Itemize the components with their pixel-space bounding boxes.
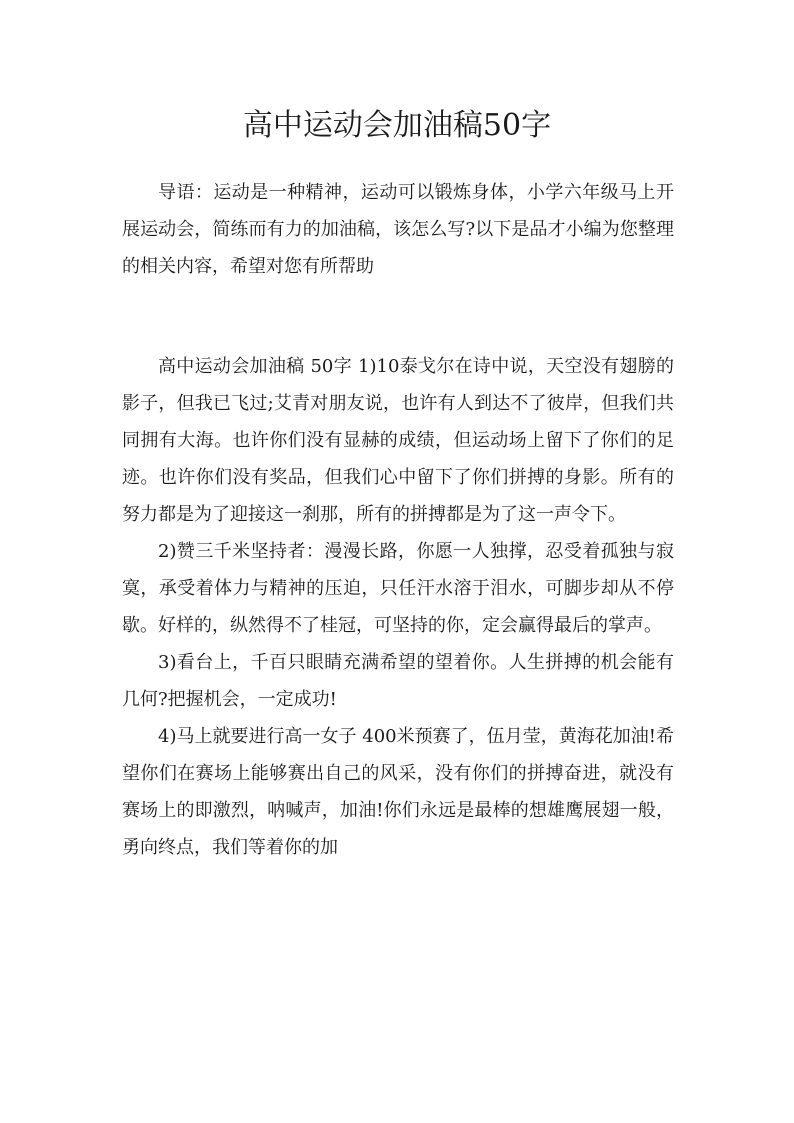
- document-title: 高中运动会加油稿50字: [242, 108, 552, 143]
- document-body: [122, 174, 674, 866]
- cheer-paragraph-2: 2)赞三千米坚持者：漫漫长路，你愿一人独撑，忍受着孤独与寂寞，承受着体力与精神的压迫，只任汗水溶于泪水，可脚步却从不停歇。好样的，纵然得不了桂冠，可坚持的你，定会赢得最后的掌声。: [122, 541, 674, 636]
- cheer-paragraph-4: 4)马上就要进行高一女子 400米预赛了，伍月莹，黄海花加油!希望你们在赛场上能够赛出自己的风采，没有你们的拼搏奋进，就没有赛场上的即激烈，呐喊声，加油!你们永远是最棒的想雄鹰展翅一般，勇向终点，我们等着你的加: [122, 726, 674, 858]
- intro-paragraph: 导语：运动是一种精神，运动可以锻炼身体，小学六年级马上开展运动会，简练而有力的加油稿，该怎么写?以下是品才小编为您整理的相关内容，希望对您有所帮助: [122, 182, 674, 277]
- cheer-paragraph-3: 3)看台上，千百只眼睛充满希望的望着你。人生拼搏的机会能有几何?把握机会，一定成功!: [122, 652, 674, 710]
- cheer-paragraph-1: 高中运动会加油稿 50字 1)10泰戈尔在诗中说，天空没有翅膀的影子，但我已飞过;艾青对朋友说，也许有人到达不了彼岸，但我们共同拥有大海。也许你们没有显赫的成绩，但运动场上留下了你们的足迹。也许你们没有奖品，但我们心中留下了你们拼搏的身影。所有的努力都是为了迎接这一刹那，所有的拼搏都是为了这一声令下。: [122, 356, 674, 525]
